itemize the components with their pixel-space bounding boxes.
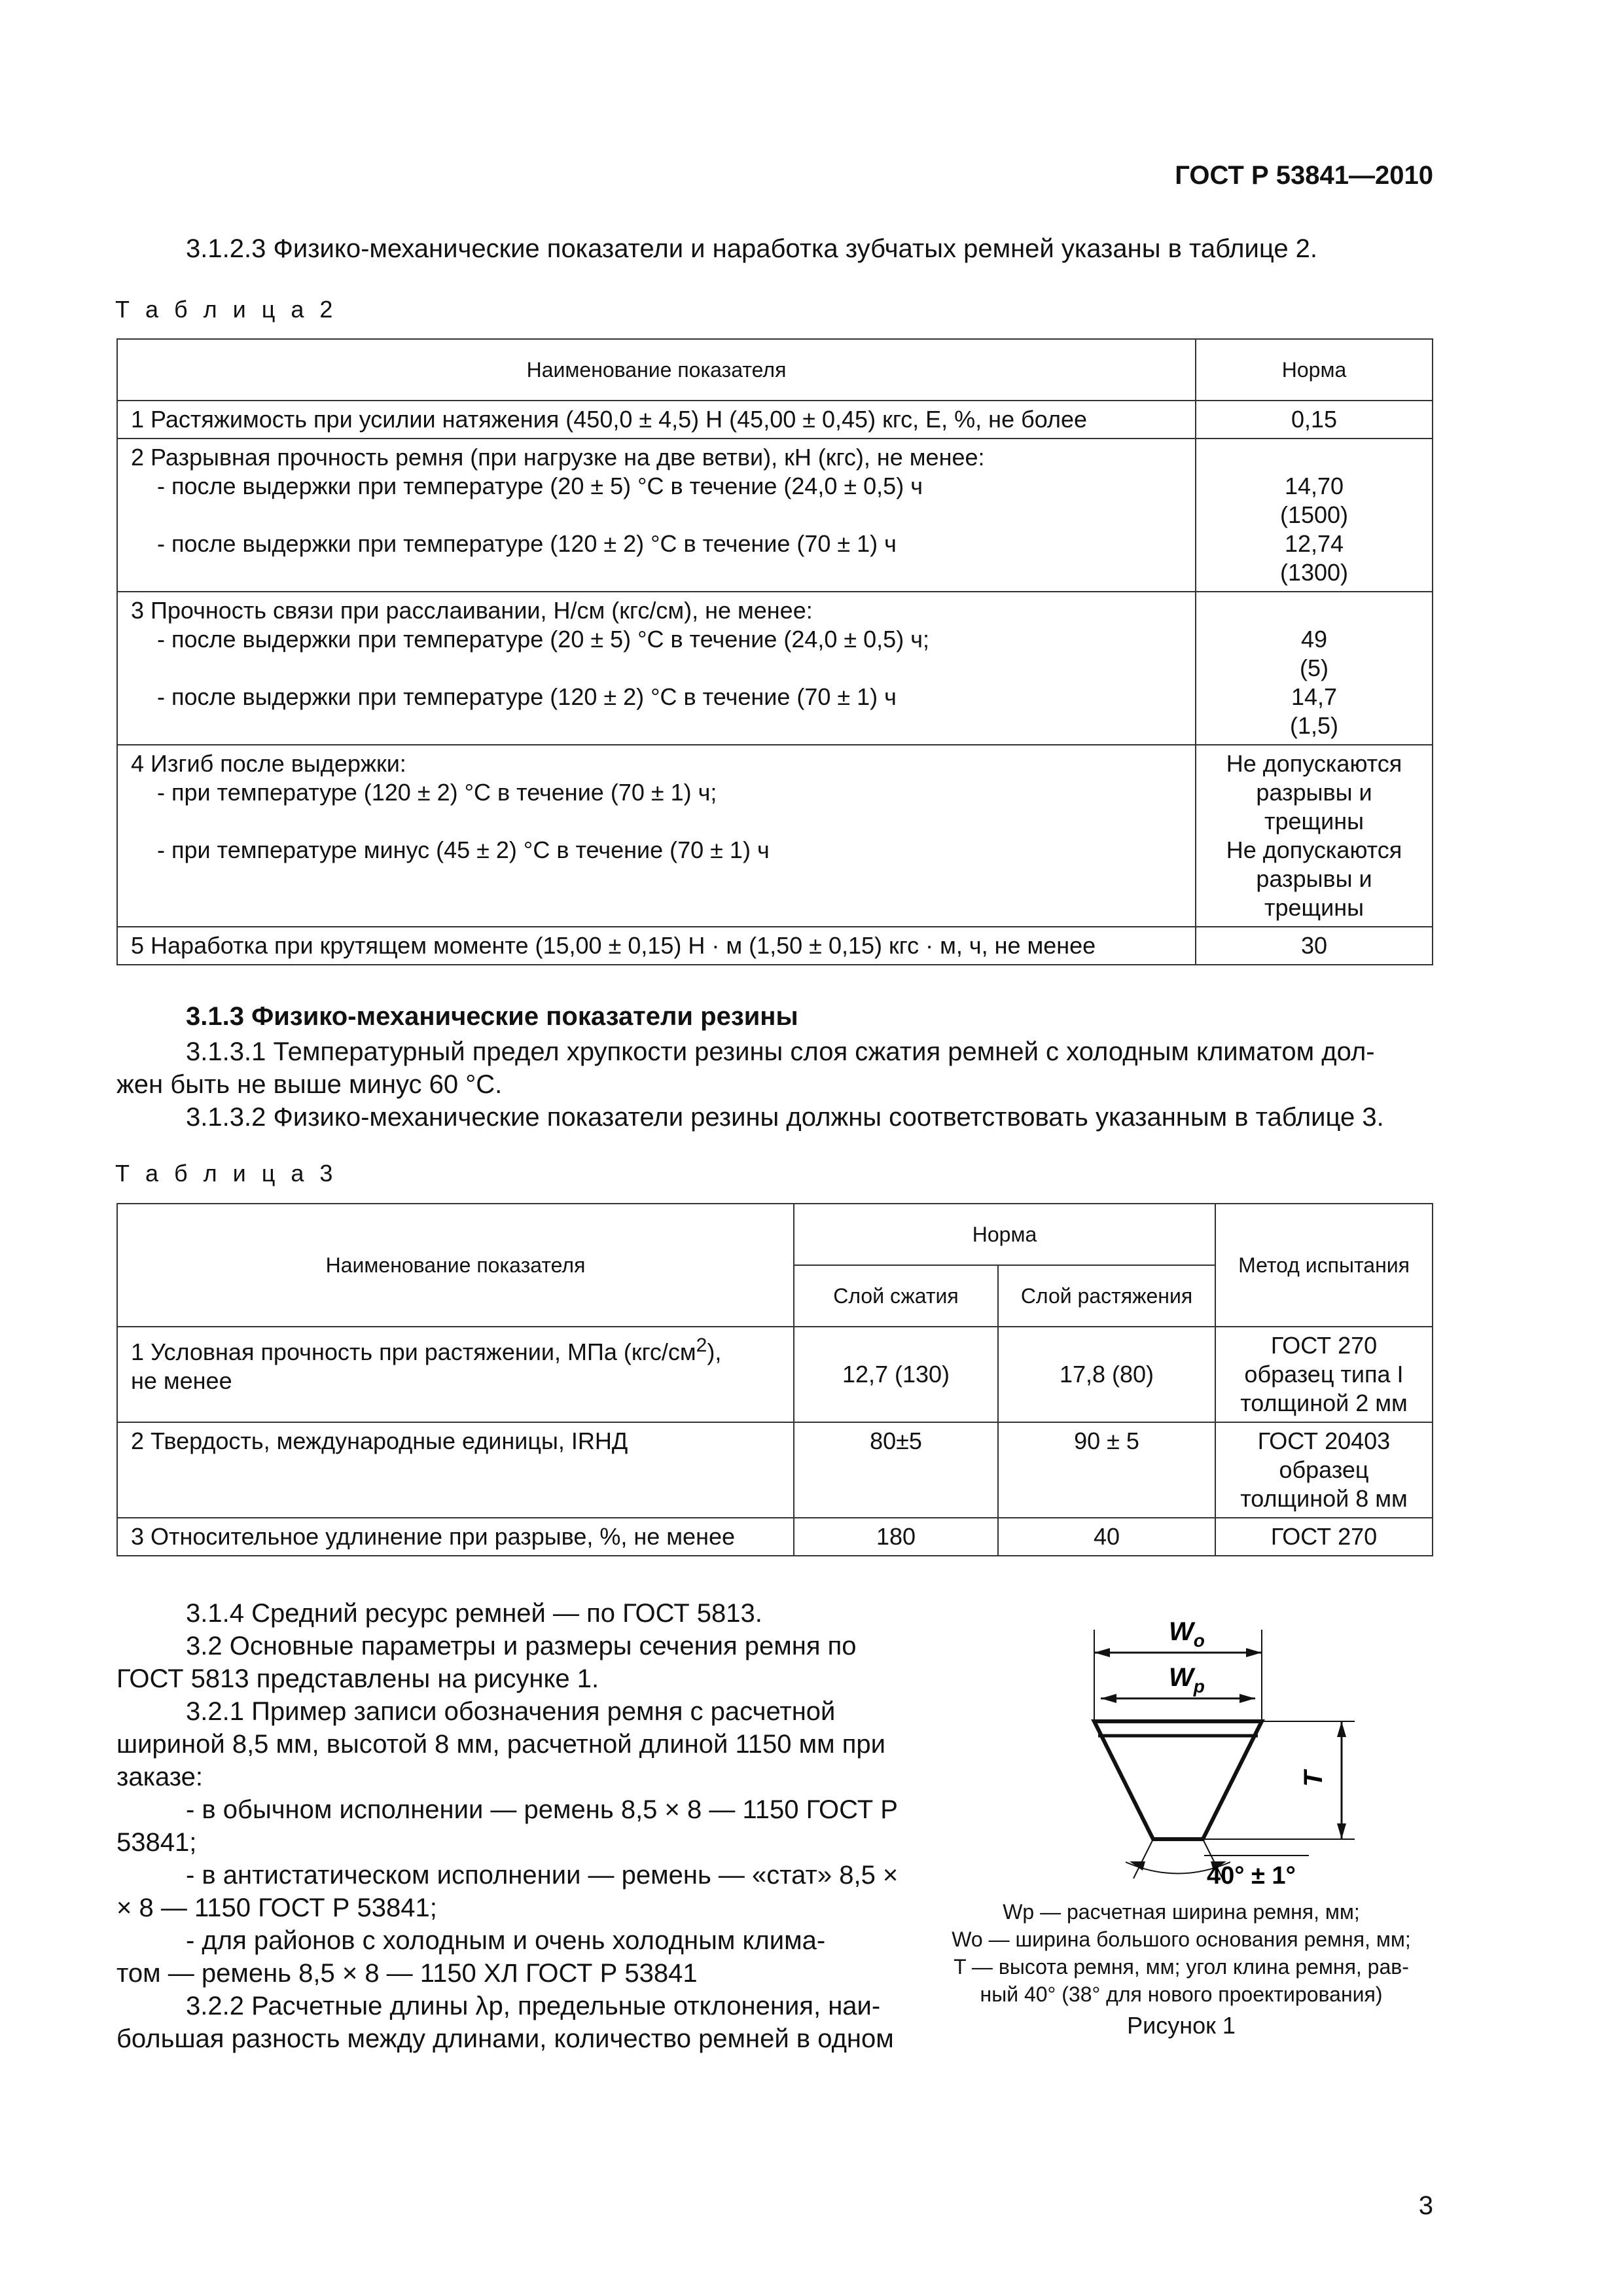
table-row <box>117 439 1433 592</box>
legend-line: ный 40° (38° для нового проектирования) <box>980 1982 1383 2006</box>
norm-value: (5) <box>1300 655 1329 681</box>
figure-legend <box>910 1898 1453 2039</box>
belt-profile <box>1094 1721 1262 1839</box>
superscript: 2 <box>696 1335 707 1356</box>
table3-header-compress: Слой сжатия <box>794 1265 998 1327</box>
table3-header-method: Метод испытания <box>1215 1204 1433 1327</box>
table2-header-name: Наименование показателя <box>117 339 1196 401</box>
wp-label: $W_p$ <box>1169 1663 1205 1696</box>
arrow-right-icon <box>1240 1694 1255 1703</box>
body-line: × 8 — 1150 ГОСТ Р 53841; <box>116 1893 437 1922</box>
body-line: 53841; <box>116 1828 197 1857</box>
table-2 <box>116 338 1433 965</box>
paragraph-3131-line2: жен быть не выше минус 60 °С. <box>116 1070 503 1099</box>
row-text: - при температуре минус (45 ± 2) °С в течение (70 ± 1) ч <box>157 836 770 863</box>
norm-value: Не допускаются <box>1226 836 1402 863</box>
table-cell <box>117 1422 794 1518</box>
table-cell <box>1215 1422 1433 1518</box>
method-text: толщиной 2 мм <box>1240 1390 1408 1416</box>
table3-caption: Т а б л и ц а 3 <box>115 1160 338 1187</box>
norm-value: (1300) <box>1279 559 1349 586</box>
body-line: - в антистатическом исполнении — ремень — «стат» 8,5 × <box>186 1861 899 1890</box>
norm-value: трещины <box>1264 894 1364 921</box>
norm-value: 14,7 <box>1291 683 1338 710</box>
table3-header-norm: Норма <box>794 1204 1215 1265</box>
body-line: том — ремень 8,5 × 8 — 1150 ХЛ ГОСТ Р 53841 <box>116 1959 698 1988</box>
norm-value: 30 <box>1300 932 1328 959</box>
table-row <box>117 1422 1433 1518</box>
norm-value: 12,74 <box>1284 530 1344 557</box>
table-row <box>117 592 1433 745</box>
body-line: 3.2 Основные параметры и размеры сечения ремня по <box>186 1632 857 1660</box>
norm-value: Не допускаются <box>1226 750 1402 777</box>
method-text: образец типа I <box>1244 1361 1404 1388</box>
arrow-left-icon <box>1094 1648 1110 1657</box>
section-313-title: 3.1.3 Физико-механические показатели резины <box>186 1002 798 1031</box>
body-text <box>116 1597 928 2055</box>
arrow-up-icon <box>1337 1721 1346 1737</box>
norm-value: (1,5) <box>1289 712 1339 739</box>
row-text: 3 Относительное удлинение при разрыве, %, не менее <box>131 1523 735 1550</box>
table3-header-name: Наименование показателя <box>117 1204 794 1327</box>
norm-value: 14,70 <box>1284 473 1344 499</box>
belt-cross-section-figure <box>1047 1597 1440 1885</box>
arrow-left-icon <box>1101 1694 1116 1703</box>
row-text: - после выдержки при температуре (120 ± 2) °С в течение (70 ± 1) ч <box>157 530 897 557</box>
norm-value: разрывы и <box>1256 779 1372 806</box>
body-line: 3.2.2 Расчетные длины λp, предельные отклонения, наи- <box>186 1992 881 2020</box>
angle-line <box>1133 1839 1153 1878</box>
table-cell <box>1196 927 1433 965</box>
table-cell <box>117 1518 794 1556</box>
row-text: 1 Условная прочность при растяжении, МПа $(кгс/см^2)$, <box>131 1335 722 1365</box>
method-text: ГОСТ 270 <box>1270 1332 1378 1359</box>
table2-header-norm: Норма <box>1196 339 1433 401</box>
body-line: - для районов с холодным и очень холодным клима- <box>186 1926 826 1955</box>
paragraph-3132: 3.1.3.2 Физико-механические показатели резины должны соответствовать указанным в таблице 3. <box>186 1103 1384 1132</box>
method-text: ГОСТ 270 <box>1270 1523 1378 1550</box>
method-text: толщиной 8 мм <box>1240 1485 1408 1512</box>
table-cell <box>117 927 1196 965</box>
norm-value: трещины <box>1264 808 1364 834</box>
table-row <box>117 401 1433 439</box>
body-line: ГОСТ 5813 представлены на рисунке 1. <box>116 1664 599 1693</box>
table-cell: 80±5 <box>794 1422 998 1518</box>
document-id: ГОСТ Р 53841—2010 <box>1175 161 1433 190</box>
row-text: 2 Разрывная прочность ремня (при нагрузке на две ветви), кН (кгс), не менее: <box>131 444 985 471</box>
method-text: образец <box>1279 1456 1369 1483</box>
t-label: T <box>1299 1770 1328 1787</box>
body-line: 3.2.1 Пример записи обозначения ремня с расчетной <box>186 1697 836 1726</box>
wo-label: $W_o$ <box>1169 1617 1205 1651</box>
paragraph-3123: 3.1.2.3 Физико-механические показатели и наработка зубчатых ремней указаны в таблице 2. <box>186 234 1318 263</box>
table-cell <box>1196 401 1433 439</box>
table-cell <box>1215 1518 1433 1556</box>
angle-label: 40° ± 1° <box>1207 1862 1296 1885</box>
row-text: 4 Изгиб после выдержки: <box>131 750 406 777</box>
table-cell: 17,8 (80) <box>998 1327 1215 1422</box>
table-cell <box>1215 1327 1433 1422</box>
row-text: не менее <box>131 1367 232 1394</box>
table-cell: 12,7 (130) <box>794 1327 998 1422</box>
norm-value: (1500) <box>1279 501 1349 528</box>
table-cell <box>1196 745 1433 927</box>
legend-line: Wp — расчетная ширина ремня, мм; <box>1003 1900 1360 1924</box>
figure-caption: Рисунок 1 <box>1127 2012 1236 2039</box>
body-line: - в обычном исполнении — ремень 8,5 × 8 — 1150 ГОСТ Р <box>186 1795 898 1824</box>
body-line: заказе: <box>116 1763 204 1791</box>
row-text: 3 Прочность связи при расслаивании, Н/см (кгс/см), не менее: <box>131 597 813 624</box>
body-line: шириной 8,5 мм, высотой 8 мм, расчетной длиной 1150 мм при <box>116 1730 885 1759</box>
table-row <box>117 1518 1433 1556</box>
legend-line: T — высота ремня, мм; угол клина ремня, рав- <box>954 1955 1409 1979</box>
row-text: 5 Наработка при крутящем моменте (15,00 ± 0,15) Н · м (1,50 ± 0,15) кгс · м, ч, не менее <box>131 932 1096 959</box>
norm-value: 49 <box>1300 626 1328 653</box>
table-cell <box>117 439 1196 592</box>
table-cell <box>117 401 1196 439</box>
table-cell: 40 <box>998 1518 1215 1556</box>
table-cell <box>1196 592 1433 745</box>
legend-line: Wo — ширина большого основания ремня, мм; <box>952 1928 1411 1951</box>
table-header-row <box>117 1204 1433 1265</box>
table-row <box>117 927 1433 965</box>
arrow-down-icon <box>1337 1823 1346 1839</box>
row-text: 1 Растяжимость при усилии натяжения (450,0 ± 4,5) Н (45,00 ± 0,45) кгс, Е, %, не более <box>131 406 1087 433</box>
table-row <box>117 1327 1433 1422</box>
table-header-row <box>117 339 1433 401</box>
table-row <box>117 745 1433 927</box>
table-cell <box>117 592 1196 745</box>
arrow-right-icon <box>1246 1648 1262 1657</box>
table-cell <box>117 745 1196 927</box>
table-cell: 180 <box>794 1518 998 1556</box>
row-text: - при температуре (120 ± 2) °С в течение (70 ± 1) ч; <box>157 779 717 806</box>
method-text: ГОСТ 20403 <box>1257 1427 1391 1454</box>
page-number: 3 <box>1418 2191 1433 2220</box>
body-line: большая разность между длинами, количество ремней в одном <box>116 2024 894 2053</box>
norm-value: разрывы и <box>1256 865 1372 892</box>
table-3 <box>116 1203 1433 1556</box>
table2-caption: Т а б л и ц а 2 <box>115 296 338 323</box>
row-text: 2 Твердость, международные единицы, IRHД <box>131 1427 628 1454</box>
table3-header-stretch: Слой растяжения <box>998 1265 1215 1327</box>
body-line: 3.1.4 Средний ресурс ремней — по ГОСТ 5813. <box>186 1599 762 1628</box>
row-text: - после выдержки при температуре (20 ± 5) °С в течение (24,0 ± 0,5) ч; <box>157 626 929 653</box>
table-cell <box>117 1327 794 1422</box>
paragraph-3131-line1: 3.1.3.1 Температурный предел хрупкости резины слоя сжатия ремней с холодным климатом дол- <box>186 1037 1375 1066</box>
row-text: - после выдержки при температуре (120 ± 2) °С в течение (70 ± 1) ч <box>157 683 897 710</box>
norm-value: 0,15 <box>1291 406 1338 433</box>
table-cell: 90 ± 5 <box>998 1422 1215 1518</box>
table-cell <box>1196 439 1433 592</box>
row-text: - после выдержки при температуре (20 ± 5) °С в течение (24,0 ± 0,5) ч <box>157 473 923 499</box>
